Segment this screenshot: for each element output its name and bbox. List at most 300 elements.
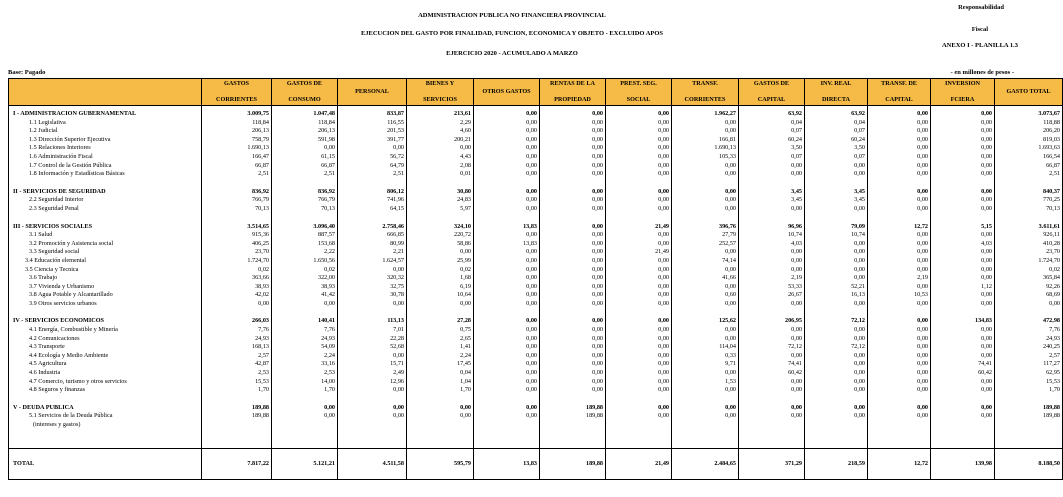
value-cell: 0,00 bbox=[606, 300, 672, 309]
value-cell: 666,85 bbox=[338, 231, 407, 240]
value-cell: 266,03 bbox=[202, 317, 272, 326]
value-cell: 0,00 bbox=[540, 240, 606, 249]
value-cell: 0,00 bbox=[931, 412, 995, 421]
value-cell: 396,76 bbox=[672, 223, 739, 232]
value-cell: 1,41 bbox=[407, 343, 474, 352]
row-label: 3.8 Agua Potable y Alcantarillado bbox=[9, 291, 202, 300]
value-cell: 0,75 bbox=[407, 326, 474, 335]
value-cell: 0,00 bbox=[672, 283, 739, 292]
value-cell: 0,00 bbox=[739, 205, 805, 214]
spacer-cell bbox=[540, 214, 606, 223]
value-cell: 0,00 bbox=[672, 188, 739, 197]
spacer-cell bbox=[805, 214, 868, 223]
row-label: (intereses y gastos) bbox=[9, 421, 202, 430]
spacer-cell bbox=[805, 395, 868, 404]
column-header bbox=[672, 79, 739, 106]
value-cell: 0,00 bbox=[474, 300, 540, 309]
value-cell: 0,00 bbox=[868, 144, 931, 153]
value-cell: 0,00 bbox=[606, 291, 672, 300]
value-cell: 0,00 bbox=[868, 205, 931, 214]
value-cell: 201,53 bbox=[338, 127, 407, 136]
value-cell: 0,00 bbox=[606, 240, 672, 249]
value-cell: 320,32 bbox=[338, 274, 407, 283]
value-cell: 64,15 bbox=[338, 205, 407, 214]
value-cell: 0,00 bbox=[739, 300, 805, 309]
value-cell: 819,03 bbox=[995, 136, 1063, 145]
column-header-label: GASTOS DE bbox=[286, 80, 323, 87]
spacer-cell bbox=[272, 308, 338, 317]
value-cell: 365,84 bbox=[995, 274, 1063, 283]
table-body bbox=[9, 106, 1063, 480]
row-label: III - SERVICIOS SOCIALES bbox=[9, 223, 202, 232]
value-cell: 0,00 bbox=[805, 412, 868, 421]
column-header bbox=[540, 79, 606, 106]
value-cell: 1.650,56 bbox=[272, 257, 338, 266]
value-cell: 0,33 bbox=[672, 352, 739, 361]
value-cell: 0,00 bbox=[606, 360, 672, 369]
value-cell: 0,00 bbox=[540, 205, 606, 214]
value-cell: 0,00 bbox=[672, 127, 739, 136]
value-cell: 0,00 bbox=[474, 231, 540, 240]
value-cell: 54,09 bbox=[272, 343, 338, 352]
column-header-label: INV. REAL bbox=[820, 80, 852, 87]
spacer-cell bbox=[868, 214, 931, 223]
spacer-cell bbox=[995, 179, 1063, 188]
row-label: 1.8 Información y Estadísticas Básicas bbox=[9, 170, 202, 179]
value-cell: 0,00 bbox=[805, 240, 868, 249]
value-cell: 0,00 bbox=[407, 404, 474, 413]
spacer-cell bbox=[9, 214, 202, 223]
value-cell: 63,92 bbox=[739, 110, 805, 119]
fiscal-label: Fiscal bbox=[971, 26, 988, 33]
value-cell: 4,43 bbox=[407, 153, 474, 162]
spacer-row bbox=[9, 308, 1063, 317]
value-cell: 0,00 bbox=[805, 248, 868, 257]
value-cell: 0,00 bbox=[931, 343, 995, 352]
value-cell: 0,00 bbox=[407, 412, 474, 421]
value-cell: 7,76 bbox=[995, 326, 1063, 335]
value-cell: 1.047,48 bbox=[272, 110, 338, 119]
value-cell: 0,00 bbox=[672, 386, 739, 395]
column-header-label: RENTAS DE LA bbox=[550, 80, 595, 87]
value-cell: 0,00 bbox=[474, 343, 540, 352]
spacer-cell bbox=[407, 430, 474, 439]
value-cell: 5.121,21 bbox=[272, 448, 338, 479]
value-cell: 0,00 bbox=[868, 170, 931, 179]
value-cell: 139,98 bbox=[931, 448, 995, 479]
spacer-cell bbox=[805, 430, 868, 439]
value-cell: 25,99 bbox=[407, 257, 474, 266]
value-cell: 92,26 bbox=[995, 283, 1063, 292]
value-cell: 0,00 bbox=[474, 136, 540, 145]
value-cell: 0,00 bbox=[931, 110, 995, 119]
value-cell: 0,00 bbox=[805, 369, 868, 378]
value-cell: 0,00 bbox=[931, 162, 995, 171]
value-cell: 1.724,70 bbox=[995, 257, 1063, 266]
row-label: 2.3 Seguridad Penal bbox=[9, 205, 202, 214]
table-row bbox=[9, 378, 1063, 387]
value-cell: 0,00 bbox=[931, 274, 995, 283]
value-cell: 23,70 bbox=[202, 248, 272, 257]
value-cell: 0,00 bbox=[202, 300, 272, 309]
spacer-cell bbox=[868, 308, 931, 317]
value-cell: 0,00 bbox=[931, 378, 995, 387]
value-cell: 62,95 bbox=[995, 369, 1063, 378]
value-cell: 22,28 bbox=[338, 335, 407, 344]
value-cell: 0,00 bbox=[606, 162, 672, 171]
value-cell: 15,71 bbox=[338, 360, 407, 369]
value-cell: 0,00 bbox=[868, 119, 931, 128]
column-header-label: GASTO TOTAL bbox=[1006, 88, 1051, 95]
column-header bbox=[407, 79, 474, 106]
value-cell: 2,53 bbox=[272, 369, 338, 378]
column-header-label: OTROS GASTOS bbox=[482, 88, 531, 95]
spacer-row bbox=[9, 439, 1063, 449]
value-cell: 0,00 bbox=[606, 257, 672, 266]
value-cell: 1.690,13 bbox=[672, 144, 739, 153]
value-cell: 0,00 bbox=[606, 274, 672, 283]
value-cell: 0,00 bbox=[672, 369, 739, 378]
value-cell: 1,70 bbox=[272, 386, 338, 395]
value-cell: 0,00 bbox=[540, 274, 606, 283]
value-cell: 0,00 bbox=[606, 136, 672, 145]
value-cell bbox=[606, 421, 672, 430]
row-label: 4.4 Ecología y Medio Ambiente bbox=[9, 352, 202, 361]
column-header-label: BIENES Y bbox=[425, 80, 455, 87]
value-cell: 0,00 bbox=[606, 110, 672, 119]
value-cell: 0,00 bbox=[540, 266, 606, 275]
value-cell: 0,00 bbox=[474, 248, 540, 257]
value-cell: 13,83 bbox=[474, 240, 540, 249]
value-cell: 0,00 bbox=[606, 343, 672, 352]
row-label: 4.2 Comunicaciones bbox=[9, 335, 202, 344]
value-cell: 0,00 bbox=[805, 205, 868, 214]
value-cell: 0,00 bbox=[931, 127, 995, 136]
value-cell: 0,00 bbox=[606, 231, 672, 240]
value-cell: 105,33 bbox=[672, 153, 739, 162]
value-cell: 0,00 bbox=[540, 153, 606, 162]
spacer-cell bbox=[672, 395, 739, 404]
value-cell: 3,50 bbox=[805, 144, 868, 153]
value-cell: 10,74 bbox=[805, 231, 868, 240]
value-cell: 0,00 bbox=[739, 404, 805, 413]
header-empty bbox=[9, 79, 202, 106]
period-label: EJERCICIO 2020 - ACUMULADO A MARZO bbox=[446, 50, 578, 57]
value-cell: 17,45 bbox=[407, 360, 474, 369]
spacer-cell bbox=[407, 308, 474, 317]
value-cell: 24,93 bbox=[995, 335, 1063, 344]
value-cell: 206,20 bbox=[995, 127, 1063, 136]
value-cell: 24,83 bbox=[407, 196, 474, 205]
spacer-cell bbox=[540, 395, 606, 404]
value-cell: 0,00 bbox=[672, 170, 739, 179]
value-cell: 2,19 bbox=[739, 274, 805, 283]
column-header-sublabel: CORRIENTES bbox=[216, 96, 257, 103]
column-header bbox=[931, 79, 995, 106]
value-cell: 3.096,40 bbox=[272, 223, 338, 232]
value-cell: 0,00 bbox=[606, 283, 672, 292]
spacer-cell bbox=[995, 308, 1063, 317]
value-cell: 27,28 bbox=[407, 317, 474, 326]
value-cell: 0,00 bbox=[540, 223, 606, 232]
value-cell: 134,83 bbox=[931, 317, 995, 326]
value-cell: 0,00 bbox=[931, 153, 995, 162]
value-cell: 118,84 bbox=[272, 119, 338, 128]
value-cell: 15,53 bbox=[995, 378, 1063, 387]
value-cell: 1,12 bbox=[931, 283, 995, 292]
column-header bbox=[338, 79, 407, 106]
value-cell: 591,98 bbox=[272, 136, 338, 145]
spacer-cell bbox=[540, 179, 606, 188]
value-cell: 26,67 bbox=[739, 291, 805, 300]
value-cell: 0,00 bbox=[474, 205, 540, 214]
spacer-cell bbox=[272, 395, 338, 404]
table-row bbox=[9, 412, 1063, 421]
value-cell: 4,03 bbox=[931, 240, 995, 249]
value-cell: 2,29 bbox=[407, 119, 474, 128]
row-label: 3.5 Ciencia y Tecnica bbox=[9, 266, 202, 275]
value-cell: 0,00 bbox=[474, 274, 540, 283]
value-cell: 7,76 bbox=[272, 326, 338, 335]
spacer-cell bbox=[407, 395, 474, 404]
value-cell: 240,25 bbox=[995, 343, 1063, 352]
value-cell: 1.724,70 bbox=[202, 257, 272, 266]
value-cell: 0,00 bbox=[739, 162, 805, 171]
spacer-cell bbox=[868, 430, 931, 439]
value-cell bbox=[202, 421, 272, 430]
value-cell: 0,00 bbox=[474, 283, 540, 292]
value-cell: 2,51 bbox=[202, 170, 272, 179]
value-cell: 38,93 bbox=[272, 283, 338, 292]
table-row bbox=[9, 196, 1063, 205]
value-cell: 0,00 bbox=[672, 404, 739, 413]
spacer-cell bbox=[474, 308, 540, 317]
total-row bbox=[9, 448, 1063, 479]
spacer-cell bbox=[672, 430, 739, 439]
value-cell: 2,08 bbox=[407, 162, 474, 171]
value-cell: 14,00 bbox=[272, 378, 338, 387]
value-cell: 0,07 bbox=[805, 127, 868, 136]
value-cell: 595,79 bbox=[407, 448, 474, 479]
value-cell: 0,00 bbox=[805, 386, 868, 395]
value-cell: 0,00 bbox=[868, 378, 931, 387]
value-cell: 0,00 bbox=[338, 404, 407, 413]
row-label: 3.2 Promoción y Asistencia social bbox=[9, 240, 202, 249]
row-label: 3.4 Educación elemental bbox=[9, 257, 202, 266]
value-cell: 70,13 bbox=[272, 205, 338, 214]
value-cell: 0,00 bbox=[606, 335, 672, 344]
spacer-cell bbox=[338, 395, 407, 404]
value-cell: 0,07 bbox=[739, 127, 805, 136]
table-row bbox=[9, 257, 1063, 266]
value-cell: 0,00 bbox=[931, 196, 995, 205]
column-header bbox=[868, 79, 931, 106]
value-cell: 0,00 bbox=[805, 352, 868, 361]
value-cell: 0,00 bbox=[540, 352, 606, 361]
value-cell: 10,74 bbox=[739, 231, 805, 240]
value-cell: 926,11 bbox=[995, 231, 1063, 240]
spacer-cell bbox=[202, 214, 272, 223]
value-cell: 252,57 bbox=[672, 240, 739, 249]
spacer-cell bbox=[606, 179, 672, 188]
spacer-cell bbox=[407, 179, 474, 188]
spacer-cell bbox=[9, 439, 202, 449]
column-header-sublabel: SERVICIOS bbox=[423, 96, 457, 103]
value-cell: 0,00 bbox=[606, 317, 672, 326]
value-cell: 4.511,58 bbox=[338, 448, 407, 479]
table-row bbox=[9, 231, 1063, 240]
spacer-cell bbox=[9, 179, 202, 188]
table-row bbox=[9, 421, 1063, 430]
value-cell: 0,00 bbox=[540, 386, 606, 395]
value-cell: 766,79 bbox=[272, 196, 338, 205]
spacer-cell bbox=[540, 430, 606, 439]
value-cell: 0,00 bbox=[540, 119, 606, 128]
value-cell: 0,00 bbox=[540, 136, 606, 145]
spacer-cell bbox=[540, 439, 606, 449]
value-cell: 0,00 bbox=[739, 170, 805, 179]
value-cell: 1,68 bbox=[407, 274, 474, 283]
value-cell: 74,41 bbox=[739, 360, 805, 369]
row-label: TOTAL bbox=[9, 448, 202, 479]
value-cell: 0,00 bbox=[540, 170, 606, 179]
value-cell: 0,00 bbox=[540, 196, 606, 205]
value-cell: 0,00 bbox=[868, 248, 931, 257]
value-cell: 24,93 bbox=[272, 335, 338, 344]
value-cell: 12,72 bbox=[868, 223, 931, 232]
value-cell: 0,00 bbox=[474, 369, 540, 378]
value-cell: 118,88 bbox=[995, 119, 1063, 128]
value-cell: 1.693,63 bbox=[995, 144, 1063, 153]
value-cell: 0,00 bbox=[672, 326, 739, 335]
value-cell: 213,61 bbox=[407, 110, 474, 119]
value-cell: 840,37 bbox=[995, 188, 1063, 197]
value-cell: 0,00 bbox=[931, 119, 995, 128]
value-cell: 0,00 bbox=[338, 144, 407, 153]
value-cell: 0,02 bbox=[407, 266, 474, 275]
spacer-cell bbox=[474, 395, 540, 404]
value-cell: 0,00 bbox=[931, 352, 995, 361]
column-header-label: TRANSF. DE bbox=[881, 80, 917, 87]
spacer-cell bbox=[9, 308, 202, 317]
value-cell: 0,00 bbox=[474, 317, 540, 326]
value-cell: 0,00 bbox=[540, 300, 606, 309]
spacer-cell bbox=[931, 214, 995, 223]
spacer-cell bbox=[606, 430, 672, 439]
value-cell: 1,53 bbox=[672, 378, 739, 387]
value-cell: 10,53 bbox=[868, 291, 931, 300]
value-cell: 0,00 bbox=[805, 404, 868, 413]
value-cell: 9,71 bbox=[672, 360, 739, 369]
value-cell: 406,25 bbox=[202, 240, 272, 249]
value-cell: 915,36 bbox=[202, 231, 272, 240]
value-cell: 0,00 bbox=[606, 266, 672, 275]
value-cell: 0,00 bbox=[931, 326, 995, 335]
value-cell: 0,00 bbox=[338, 412, 407, 421]
value-cell: 0,02 bbox=[272, 266, 338, 275]
value-cell: 0,00 bbox=[868, 360, 931, 369]
value-cell: 0,00 bbox=[868, 300, 931, 309]
value-cell: 0,00 bbox=[540, 144, 606, 153]
column-header bbox=[739, 79, 805, 106]
column-header-sublabel: PROPIEDAD bbox=[554, 96, 591, 103]
value-cell: 0,00 bbox=[739, 248, 805, 257]
value-cell: 0,00 bbox=[868, 317, 931, 326]
section-row bbox=[9, 317, 1063, 326]
value-cell: 3,45 bbox=[739, 196, 805, 205]
value-cell: 0,00 bbox=[931, 231, 995, 240]
row-label: 3.7 Vivienda y Urbanismo bbox=[9, 283, 202, 292]
value-cell: 72,12 bbox=[805, 317, 868, 326]
value-cell: 0,02 bbox=[202, 266, 272, 275]
spacer-cell bbox=[202, 439, 272, 449]
value-cell: 0,00 bbox=[931, 170, 995, 179]
spacer-row bbox=[9, 179, 1063, 188]
row-label: 4.3 Transporte bbox=[9, 343, 202, 352]
value-cell: 118,84 bbox=[202, 119, 272, 128]
column-header bbox=[995, 79, 1063, 106]
value-cell: 0,00 bbox=[606, 196, 672, 205]
value-cell: 116,55 bbox=[338, 119, 407, 128]
value-cell: 0,00 bbox=[606, 352, 672, 361]
value-cell: 0,00 bbox=[805, 257, 868, 266]
value-cell bbox=[868, 421, 931, 430]
spacer-row bbox=[9, 214, 1063, 223]
value-cell: 0,00 bbox=[474, 266, 540, 275]
value-cell: 72,12 bbox=[805, 343, 868, 352]
value-cell: 0,00 bbox=[606, 412, 672, 421]
value-cell: 0,04 bbox=[805, 119, 868, 128]
value-cell: 1,70 bbox=[407, 386, 474, 395]
value-cell bbox=[407, 421, 474, 430]
value-cell: 0,00 bbox=[805, 266, 868, 275]
value-cell: 96,96 bbox=[739, 223, 805, 232]
spacer-cell bbox=[672, 179, 739, 188]
value-cell: 0,07 bbox=[739, 153, 805, 162]
value-cell: 758,79 bbox=[202, 136, 272, 145]
value-cell: 0,00 bbox=[474, 144, 540, 153]
table-row bbox=[9, 386, 1063, 395]
value-cell: 0,00 bbox=[474, 335, 540, 344]
value-cell: 113,13 bbox=[338, 317, 407, 326]
value-cell: 0,00 bbox=[540, 335, 606, 344]
value-cell: 0,00 bbox=[739, 266, 805, 275]
value-cell: 0,00 bbox=[672, 335, 739, 344]
column-header-label: PREST. SEG. bbox=[620, 80, 657, 87]
value-cell: 1,04 bbox=[407, 378, 474, 387]
spacer-cell bbox=[868, 179, 931, 188]
value-cell: 32,75 bbox=[338, 283, 407, 292]
spacer-cell bbox=[739, 214, 805, 223]
value-cell: 0,00 bbox=[272, 412, 338, 421]
value-cell: 0,00 bbox=[805, 360, 868, 369]
value-cell: 3,45 bbox=[805, 196, 868, 205]
value-cell: 324,10 bbox=[407, 223, 474, 232]
spacer-cell bbox=[931, 179, 995, 188]
table-row bbox=[9, 170, 1063, 179]
value-cell: 0,01 bbox=[407, 170, 474, 179]
column-header-label: INVERSION bbox=[944, 80, 981, 87]
value-cell: 0,00 bbox=[474, 196, 540, 205]
spacer-cell bbox=[931, 308, 995, 317]
value-cell bbox=[931, 421, 995, 430]
value-cell bbox=[474, 421, 540, 430]
value-cell: 0,00 bbox=[606, 326, 672, 335]
spacer-cell bbox=[995, 439, 1063, 449]
value-cell: 0,00 bbox=[474, 188, 540, 197]
value-cell: 0,02 bbox=[995, 266, 1063, 275]
value-cell: 6,19 bbox=[407, 283, 474, 292]
